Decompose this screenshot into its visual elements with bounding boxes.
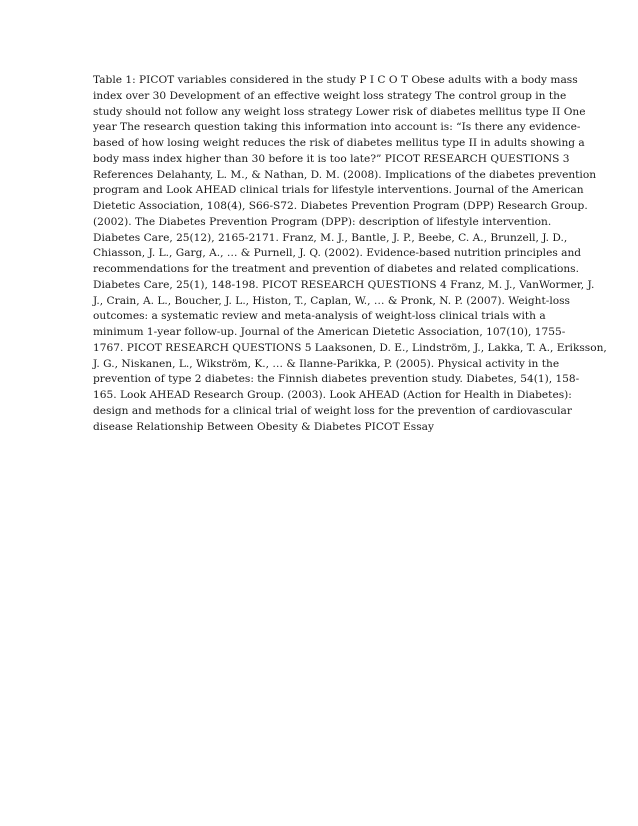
text-line: index over 30 Development of an effective weight loss strategy The control group in the — [93, 89, 567, 102]
text-line: Diabetes Care, 25(1), 148-198. PICOT RESEARCH QUESTIONS 4 Franz, M. J., VanWormer, J. — [93, 278, 595, 291]
text-line: minimum 1-year follow-up. Journal of the American Dietetic Association, 107(10), 1755- — [93, 326, 566, 338]
text-line: References Delahanty, L. M., & Nathan, D. M. (2008). Implications of the diabetes prevention — [93, 168, 597, 181]
text-line: Table 1: PICOT variables considered in the study P I C O T Obese adults with a body mass — [93, 74, 578, 86]
text-line: outcomes: a systematic review and meta-analysis of weight-loss clinical trials with a — [93, 310, 546, 323]
text-line: disease Relationship Between Obesity & Diabetes PICOT Essay — [93, 420, 434, 433]
text-line: 165. Look AHEAD Research Group. (2003). Look AHEAD (Action for Health in Diabetes): — [93, 389, 572, 401]
text-line: J. G., Niskanen, L., Wikström, K., … & Ilanne-Parikka, P. (2005). Physical activity in the — [93, 357, 560, 370]
text-line: Dietetic Association, 108(4), S66-S72. Diabetes Prevention Program (DPP) Research Group. — [93, 200, 588, 212]
text-line: based of how losing weight reduces the risk of diabetes mellitus type II in adults showing a — [93, 137, 585, 149]
text-line: prevention of type 2 diabetes: the Finnish diabetes prevention study. Diabetes, 54(1), 158- — [93, 373, 580, 386]
body-paragraph — [93, 73, 607, 435]
text-line: Chiasson, J. L., Garg, A., … & Purnell, J. Q. (2002). Evidence-based nutrition principles and — [93, 247, 582, 260]
text-line: recommendations for the treatment and prevention of diabetes and related complications. — [93, 263, 579, 275]
text-line: (2002). The Diabetes Prevention Program (DPP): description of lifestyle intervention. — [93, 215, 552, 228]
text-line: design and methods for a clinical trial of weight loss for the prevention of cardiovascular — [93, 404, 572, 417]
text-line: study should not follow any weight loss strategy Lower risk of diabetes mellitus type II One — [93, 105, 586, 118]
text-line: J., Crain, A. L., Boucher, J. L., Histon, T., Caplan, W., … & Pronk, N. P. (2007). Weight-loss — [93, 294, 570, 307]
text-line: 1767. PICOT RESEARCH QUESTIONS 5 Laaksonen, D. E., Lindström, J., Lakka, T. A., Eriksson, — [93, 341, 607, 354]
text-line: body mass index higher than 30 before it is too late?” PICOT RESEARCH QUESTIONS 3 — [93, 152, 570, 165]
text-line: program and Look AHEAD clinical trials for lifestyle interventions. Journal of the American — [93, 184, 584, 197]
text-line: year The research question taking this information into account is: “Is there any evidence- — [93, 121, 581, 134]
text-line: Diabetes Care, 25(12), 2165-2171. Franz, M. J., Bantle, J. P., Beebe, C. A., Brunzell, J. D., — [93, 231, 568, 244]
